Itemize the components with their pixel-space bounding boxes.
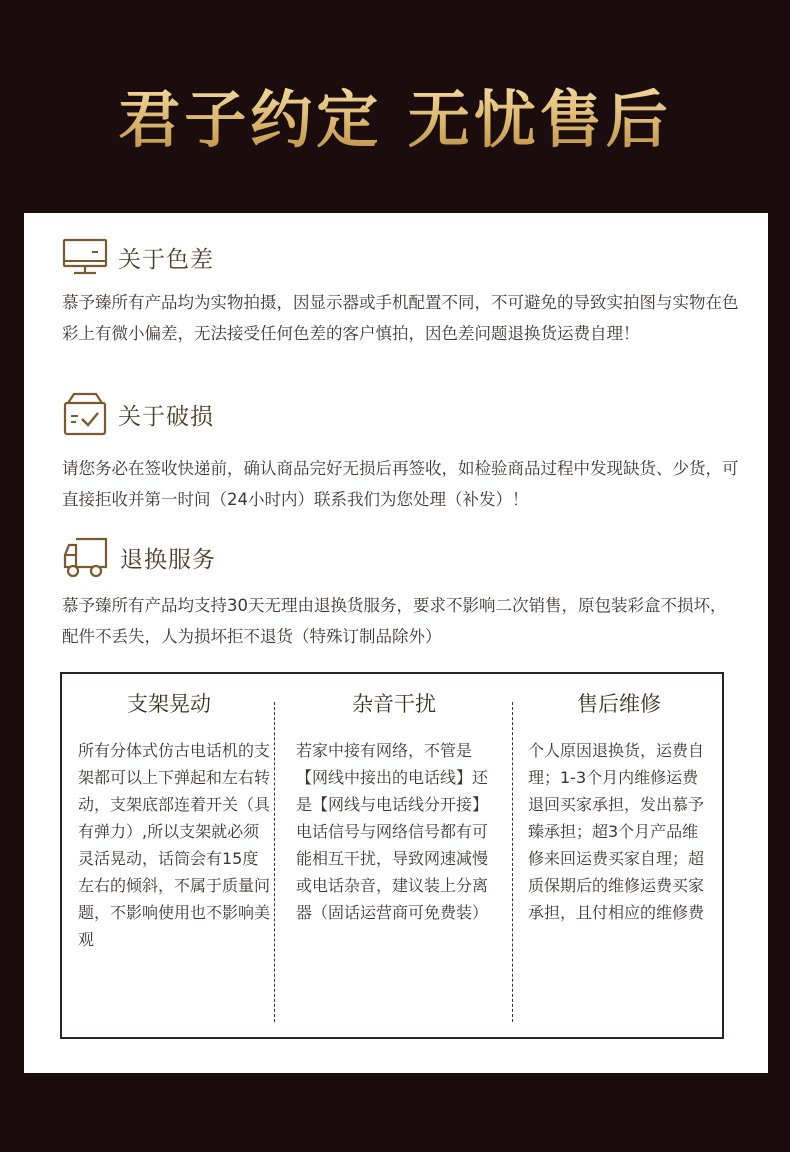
page-title: 君子约定 无忧售后 xyxy=(0,70,790,159)
after-sales-panel xyxy=(24,213,768,1073)
column-repair-service xyxy=(514,674,724,1037)
column-title: 杂音干扰 xyxy=(352,692,436,716)
column-text: 若家中接有网络，不管是【网线中接出的电话线】还是【网线与电话线分开接】电话信号与网络信号都有可能相互干扰，导致网速减慢或电话杂音，建议装上分离器（固话运营商可免费装） xyxy=(296,741,489,922)
column-text: 所有分体式仿古电话机的支架都可以上下弹起和左右转动，支架底部连着开关（具有弹力）,所以支架就必须灵活晃动，话筒会有15度左右的倾斜，不属于质量问题，不影响使用也不影响美观 xyxy=(78,741,271,949)
section-return-service-text: 慕予臻所有产品均支持30天无理由退换货服务，要求不影响二次销售，原包装彩盒不损坏，配件不丢失，人为损坏拒不退货（特殊订制品除外） xyxy=(62,596,727,646)
monitor-icon xyxy=(62,237,108,277)
column-noise-interference xyxy=(276,674,512,1037)
column-divider xyxy=(512,702,513,1022)
section-damage-text: 请您务必在签收快递前，确认商品完好无损后再签收，如检验商品过程中发现缺货、少货，可直接拒收并第一时间（24小时内）联系我们为您处理（补发）！ xyxy=(62,459,739,509)
delivery-truck-icon xyxy=(62,535,110,579)
column-title: 售后维修 xyxy=(577,692,661,716)
column-text: 个人原因退换货，运费自理；1-3个月内维修运费退回买家承担，发出慕予臻承担；超3个月产品维修来回运费买家自理；超质保期后的维修运费买家承担，且付相应的维修费 xyxy=(528,741,705,922)
package-check-icon xyxy=(62,391,108,437)
section-damage-header xyxy=(62,391,214,437)
column-title: 支架晃动 xyxy=(127,692,211,716)
column-divider xyxy=(274,702,275,1022)
section-return-service-header xyxy=(62,535,216,579)
after-sales-notes-box xyxy=(60,672,724,1039)
section-color-difference-text: 慕予臻所有产品均为实物拍摄，因显示器或手机配置不同，不可避免的导致实拍图与实物在色彩上有微小偏差，无法接受任何色差的客户慎拍，因色差问题退换货运费自理！ xyxy=(62,293,739,343)
section-title: 关于色差 xyxy=(118,246,214,273)
section-title: 退换服务 xyxy=(120,546,216,573)
column-stand-wobble xyxy=(62,674,276,1037)
section-title: 关于破损 xyxy=(118,403,214,430)
section-color-difference-header xyxy=(62,237,214,277)
